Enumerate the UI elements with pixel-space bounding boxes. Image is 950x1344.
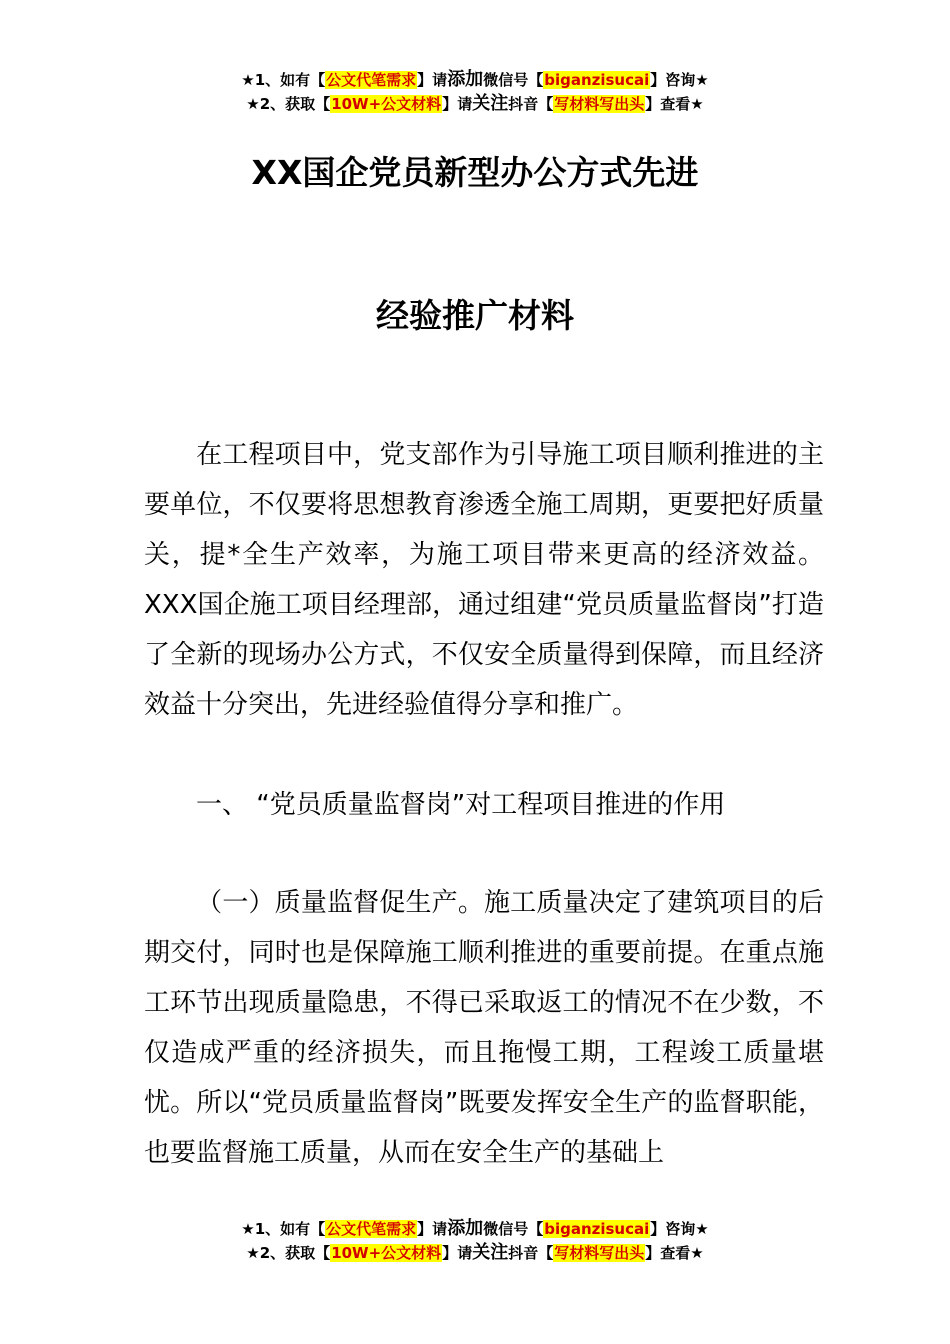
banner-text: 】查看★ (645, 95, 704, 113)
banner-text: 】咨询★ (650, 1220, 709, 1238)
banner-text: ★1、如有【 (241, 71, 326, 89)
highlight-materials: 10W+公文材料 (331, 95, 442, 113)
banner-text: 】查看★ (645, 1244, 704, 1262)
body-paragraph-2 (144, 878, 824, 1178)
footer-banner (0, 1217, 950, 1265)
emphasis-text: 添加 (447, 69, 484, 90)
paragraph-text: （一）质量监督促生产。施工质量决定了建筑项目的后期交付，同时也是保障施工顺利推进的重要前提。在重点施工环节出现质量隐患，不得已采取返工的情况不在少数，不仅造成严重的经济损失，而且拖慢工期，工程竣工质量堪忧。所以“党员质量监督岗”既要发挥安全生产的监督职能，也要监督施工质量，从而在安全生产的基础上 (144, 888, 824, 1168)
banner-line-2 (0, 1241, 950, 1265)
section-heading-1 (144, 780, 824, 830)
banner-text: 微信号【 (483, 1220, 544, 1238)
banner-text: ★2、获取【 (246, 1244, 331, 1262)
body-paragraph-1 (144, 430, 824, 730)
banner-text: 】咨询★ (650, 71, 709, 89)
banner-text: 】请 (417, 71, 448, 89)
highlight-service: 公文代笔需求 (326, 71, 417, 89)
emphasis-text: 添加 (447, 1218, 484, 1239)
highlight-service: 公文代笔需求 (326, 1220, 417, 1238)
header-banner (0, 68, 950, 116)
highlight-wechat-id: biganzisucai (544, 1220, 650, 1238)
banner-line-2 (0, 92, 950, 116)
banner-text: 微信号【 (483, 71, 544, 89)
banner-text: 抖音【 (508, 1244, 554, 1262)
highlight-wechat-id: biganzisucai (544, 71, 650, 89)
banner-line-1 (0, 1217, 950, 1241)
emphasis-text: 关注 (472, 1242, 509, 1263)
banner-text: 】请 (442, 1244, 473, 1262)
highlight-douyin-id: 写材料写出头 (554, 95, 645, 113)
banner-text: 】请 (417, 1220, 448, 1238)
banner-text: ★1、如有【 (241, 1220, 326, 1238)
highlight-materials: 10W+公文材料 (331, 1244, 442, 1262)
emphasis-text: 关注 (472, 93, 509, 114)
banner-text: ★2、获取【 (246, 95, 331, 113)
document-title-line-1: XX国企党员新型办公方式先进 (251, 153, 699, 192)
banner-text: 抖音【 (508, 95, 554, 113)
document-title-line-2: 经验推广材料 (376, 296, 574, 335)
highlight-douyin-id: 写材料写出头 (554, 1244, 645, 1262)
heading-text: 一、 “党员质量监督岗”对工程项目推进的作用 (196, 790, 726, 820)
paragraph-text: 在工程项目中，党支部作为引导施工项目顺利推进的主要单位，不仅要将思想教育渗透全施工周期，更要把好质量关，提*全生产效率，为施工项目带来更高的经济效益。XXX国企施工项目经理部，通过组建“党员质量监督岗”打造了全新的现场办公方式，不仅安全质量得到保障，而且经济效益十分突出，先进经验值得分享和推广。 (144, 440, 824, 720)
banner-text: 】请 (442, 95, 473, 113)
banner-line-1 (0, 68, 950, 92)
